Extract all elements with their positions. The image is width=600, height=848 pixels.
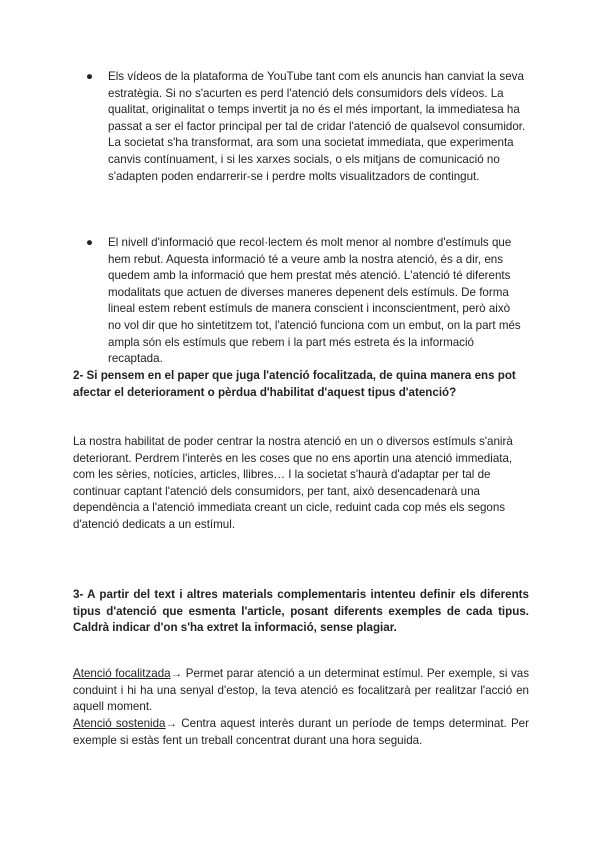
bullet-youtube [86, 69, 526, 185]
term-atencio-sostenida: Atenció sostenida [73, 717, 166, 730]
definition-text: Permet parar atenció a un determinat estímul. Per exemple, si vas conduint i hi ha una senyal d'estop, la teva atenció es focalitzarà per realitzar l'acció en aquell moment. [73, 667, 529, 714]
question-2-heading: 2- Si pensem en el paper que juga l'atenció focalitzada, de quina manera ens pot afectar el deteriorament o pèrdua d'habilitat d'aquest tipus d'atenció? [73, 369, 516, 399]
arrow-icon: → [165, 717, 178, 730]
bullet-dot-icon: ● [86, 70, 94, 83]
bullet-text: El nivell d'informació que recol·lectem és molt menor al nombre d'estímuls que hem rebut. Aquesta informació té a veure amb la nostra atenció, és a dir, ens quedem amb la informació que hem prestat més atenció. L'atenció té diferents modalitats que actuen de diverses maneres depenent dels estímuls. De forma lineal estem rebent estímuls de manera conscient i inconscientment, però això no vol dir que ho sintetitzem tot, l'atenció funciona com un embut, on la part més ampla són els estímuls que rebem i la part més estreta és la informació recaptada. [108, 236, 521, 366]
definition-atencio-sostenida [73, 716, 529, 749]
term-atencio-focalitzada: Atenció focalitzada [73, 667, 171, 680]
question-2-answer: La nostra habilitat de poder centrar la nostra atenció en un o diversos estímuls s'anirà deteriorant. Perdrem l'interès en les coses que no ens aportin una atenció immediata, com les sèries, notícies, articles, llibres… I la societat s'haurà d'adaptar per tal de continuar captant l'atenció dels consumidors, per tant, això desencadenarà una dependència a l'atenció immediata creant un cicle, reduint cada cop més els segons d'atenció dedicats a un estímul. [73, 435, 513, 531]
definition-text: Centra aquest interès durant un període de temps determinat. Per exemple si estàs fent un treball concentrat durant una hora seguida. [73, 717, 529, 747]
bullet-informacio [86, 235, 526, 368]
bullet-text: Els vídeos de la plataforma de YouTube tant com els anuncis han canviat la seva estratègia. Si no s'acurten es perd l'atenció dels consumidors dels vídeos. La qualitat, originalitat o temps invertit ja no és el més important, la immediatesa ha passat a ser el factor principal per tal de cridar l'atenció de qualsevol consumidor. La societat s'ha transformat, ara som una societat immediata, que experimenta canvis contínuament, i si les xarxes socials, o els mitjans de comunicació no s'adapten poden endarrerir-se i perdre molts visualitzadors de contingut. [108, 70, 526, 183]
arrow-icon: → [170, 667, 183, 680]
question-3-heading: 3- A partir del text i altres materials complementaris intenteu definir els diferents tipus d'atenció que esmenta l'article, posant diferents exemples de cada tipus. Caldrà indicar d'on s'ha extret la informació, sense plagiar. [73, 588, 529, 635]
definition-atencio-focalitzada [73, 666, 529, 716]
bullet-dot-icon: ● [86, 236, 94, 249]
